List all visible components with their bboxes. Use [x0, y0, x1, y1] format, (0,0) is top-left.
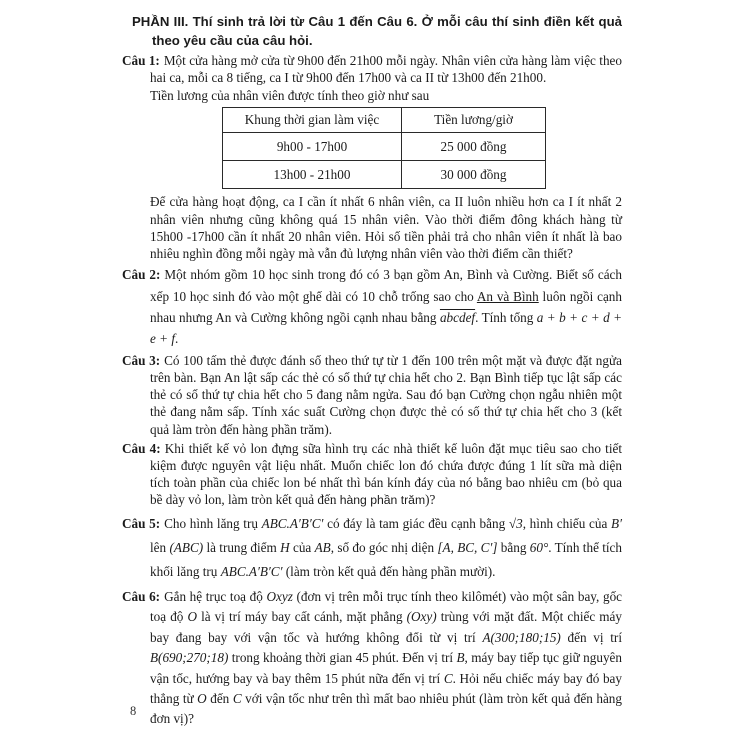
question-6-label: Câu 6:	[122, 588, 161, 604]
question-4	[122, 440, 622, 510]
question-6-text: Gắn hệ trục toạ độ Oxyz (đơn vị trên mỗi trục tính theo kilômét) vào một sân bay, gốc toạ độ O là vị trí máy bay cất cánh, mặt phẳng (Oxy) trùng với mặt đất. Một chiếc máy bay đang bay với vận tốc và hướng không đổi từ vị trí A(300;180;15) đến vị trí B(690;270;18) trong khoảng thời gian 45 phút. Đến vị trí B, máy bay tiếp tục giữ nguyên vận tốc, hướng bay và bay thêm 15 phút nữa đến vị trí C. Hỏi nếu chiếc máy bay đó bay thẳng từ O đến C với vận tốc như trên thì mất bao nhiêu phút (làm tròn kết quả đến hàng đơn vị)?	[150, 588, 623, 727]
wage-table-head	[223, 108, 546, 133]
question-2	[122, 264, 622, 350]
table-row	[223, 161, 546, 189]
header-wage: Tiền lương/giờ	[402, 108, 546, 133]
wage-table-body	[223, 133, 546, 189]
page-content	[122, 12, 622, 730]
cell-timeframe-2: 13h00 - 21h00	[223, 161, 402, 189]
question-5-text: Cho hình lăng trụ ABC.A′B′C′ có đáy là tam giác đều cạnh bằng √3, hình chiếu của B′ lên (ABC) là trung điểm H của AB, số đo góc nhị diện [A, BC, C′] bằng 60°. Tính thể tích khối lăng trụ ABC.A′B′C′ (làm tròn kết quả đến hàng phần mười).	[150, 515, 623, 580]
question-1	[122, 52, 622, 86]
question-2-text: Một nhóm gồm 10 học sinh trong đó có 3 bạn gồm An, Bình và Cường. Biết số cách xếp 10 học sinh đó vào một ghế dài có 10 chỗ trống sao cho An và Bình luôn ngồi cạnh nhau nhưng An và Cường không ngồi cạnh nhau bằng abcdef. Tính tổng a + b + c + d + e + f.	[150, 267, 622, 347]
section-heading: PHẦN III. Thí sinh trả lời từ Câu 1 đến Câu 6. Ở mỗi câu thí sinh điền kết quả theo yêu cầu của câu hỏi.	[132, 14, 622, 48]
question-1-text: Một cửa hàng mở cửa từ 9h00 đến 21h00 mỗi ngày. Nhân viên cửa hàng làm việc theo hai ca, mỗi ca 8 tiếng, ca I từ 9h00 đến 17h00 và ca II từ 13h00 đến 21h00.	[150, 53, 622, 86]
question-1-label: Câu 1:	[122, 53, 160, 68]
cell-timeframe-1: 9h00 - 17h00	[223, 133, 402, 161]
question-3-text: Có 100 tấm thẻ được đánh số theo thứ tự từ 1 đến 100 trên một mặt và được đặt ngửa trên bàn. Bạn An lật sấp các thẻ có số thứ tự chia hết cho 2. Bạn Bình tiếp tục lật sấp các thẻ có số thứ tự chia hết cho 5 đang nằm ngửa. Sau đó bạn Cường chọn ngẫu nhiên một thẻ đang nằm sấp. Tính xác suất Cường chọn được thẻ có số thứ tự chia hết cho 3 (kết quả làm tròn đến hàng phần trăm).	[150, 352, 622, 437]
cell-wage-2: 30 000 đồng	[402, 161, 546, 189]
question-1-continuation: Để cửa hàng hoạt động, ca I cần ít nhất 6 nhân viên, ca II luôn nhiều hơn ca I ít nhất 2 nhân viên nhưng cũng không quá 15 nhân viên. Vào thời điểm đông khách hàng từ 15h00 -17h00 cần ít nhất 20 nhân viên. Hỏi số tiền phải trả cho nhân viên ít nhất là bao nhiêu nghìn đồng mỗi ngày mà vẫn đủ lượng nhân viên vào thời điểm cần thiết?	[150, 194, 622, 262]
question-3-label: Câu 3:	[122, 352, 161, 368]
question-3	[122, 352, 622, 438]
question-5	[122, 512, 622, 585]
table-row	[223, 133, 546, 161]
question-5-label: Câu 5:	[122, 515, 161, 531]
table-caption: Tiền lương của nhân viên được tính theo giờ như sau	[150, 88, 430, 104]
header-timeframe: Khung thời gian làm việc	[223, 108, 402, 133]
wage-table	[222, 107, 546, 189]
page-number: 8	[130, 704, 137, 718]
question-2-label: Câu 2:	[122, 267, 161, 283]
question-4-text: Khi thiết kế vỏ lon đựng sữa hình trụ các nhà thiết kế luôn đặt mục tiêu sao cho tiết kiệm được nguyên vật liệu nhất. Muốn chiếc lon đó chứa được đúng 1 lít sữa mà diện tích toàn phần của chiếc lon bé nhất thì bán kính đáy của nó bằng bao nhiêu cm (bỏ qua bề dày vỏ lon, làm tròn kết quả đến hàng phần trăm)?	[150, 440, 623, 508]
cell-wage-1: 25 000 đồng	[402, 133, 546, 161]
question-4-label: Câu 4:	[122, 440, 161, 456]
table-header-row	[223, 108, 546, 133]
question-6	[122, 587, 622, 730]
